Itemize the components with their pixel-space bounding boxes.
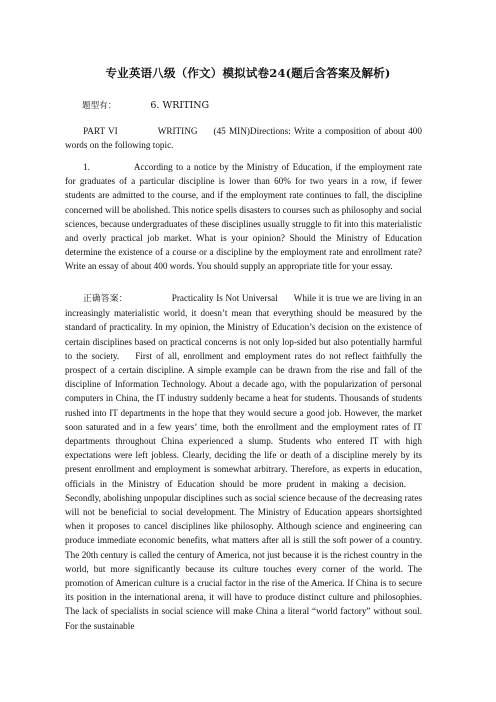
- essay-title: Practicality Is Not Universal: [171, 293, 278, 303]
- question-text: According to a notice by the Ministry of Education, if the employment rate for graduates of a particular discipline is lower than 60% for two years in a row, if fewer students are admitted to the course, and if the employment rate continues to fall, the discipline concerned will be abolished. This notice spells disasters to courses such as philosophy and social sciences, because undergraduates of these disciplines usually struggle to fit into this materialistic and overly practical job market. What is your opinion? Should the Ministry of Education determine the existence of a course or a discipline by the employment rate and enrollment rate? Write an essay of about 400 words. You should supply an appropriate title for your essay.: [65, 162, 422, 272]
- question-type-label: 题型有：: [82, 101, 117, 111]
- section-directions: [65, 124, 422, 152]
- part-name: WRITING: [157, 126, 198, 136]
- question-prompt: [65, 160, 422, 274]
- question-type-line: [82, 99, 209, 111]
- part-label: PART VI: [83, 126, 118, 136]
- answer-label: 正确答案：: [83, 294, 128, 304]
- directions-text: (45 MIN)Directions: Write a composition of about 400 words on the following topic.: [65, 126, 422, 151]
- answer-block: [65, 291, 422, 633]
- question-type-value: 6. WRITING: [150, 100, 210, 111]
- essay-paragraph-1: While it is true we are living in an increasingly materialistic world, it doesn’t mean that everything should be measured by the standard of practicality. In my opinion, the Ministry of Education’s decision on the existence of certain disciplines based on practical concerns is not only lop-sided but also potentially harmful to the society.: [65, 293, 422, 361]
- essay-paragraph-3: Secondly, abolishing unpopular disciplines such as social science because of the decreasing rates will not be beneficial to social development. The Ministry of Education appears shortsighted when it proposes to cancel disciplines like philosophy. Although science and engineering can produce immediate economic benefits, what matters after all is still the soft power of a country. The 20th century is called the century of America, not just because it is the richest country in the world, but more significantly because its culture touches every corner of the world. The promotion of American culture is a crucial factor in the rise of the America. If China is to secure its position in the international arena, it will have to produce distinct culture and philosophies. The lack of specialists in social science will make China a literal “world factory” without soul. For the sustainable: [65, 492, 422, 631]
- document-title: 专业英语八级（作文）模拟试卷24(题后含答案及解析): [105, 66, 391, 80]
- question-number: 1.: [83, 162, 90, 172]
- essay-paragraph-2: First of all, enrollment and employment rates do not reflect faithfully the prospect of a certain discipline. A simple example can be drawn from the rise and fall of the discipline of Information Technology. About a decade ago, with the popularization of personal computers in China, the IT industry suddenly became a heat for students. Thousands of students rushed into IT departments in the hope that they would secure a good job. However, the market soon saturated and in a few years’ time, both the enrollment and the employment rates of IT departments throughout China experienced a slump. Students who entered IT with high expectations were left jobless. Clearly, deciding the life or death of a discipline merely by its present enrollment and employment is somewhat arbitrary. Therefore, as experts in education, officials in the Ministry of Education should be more prudent in making a decision.: [65, 350, 422, 489]
